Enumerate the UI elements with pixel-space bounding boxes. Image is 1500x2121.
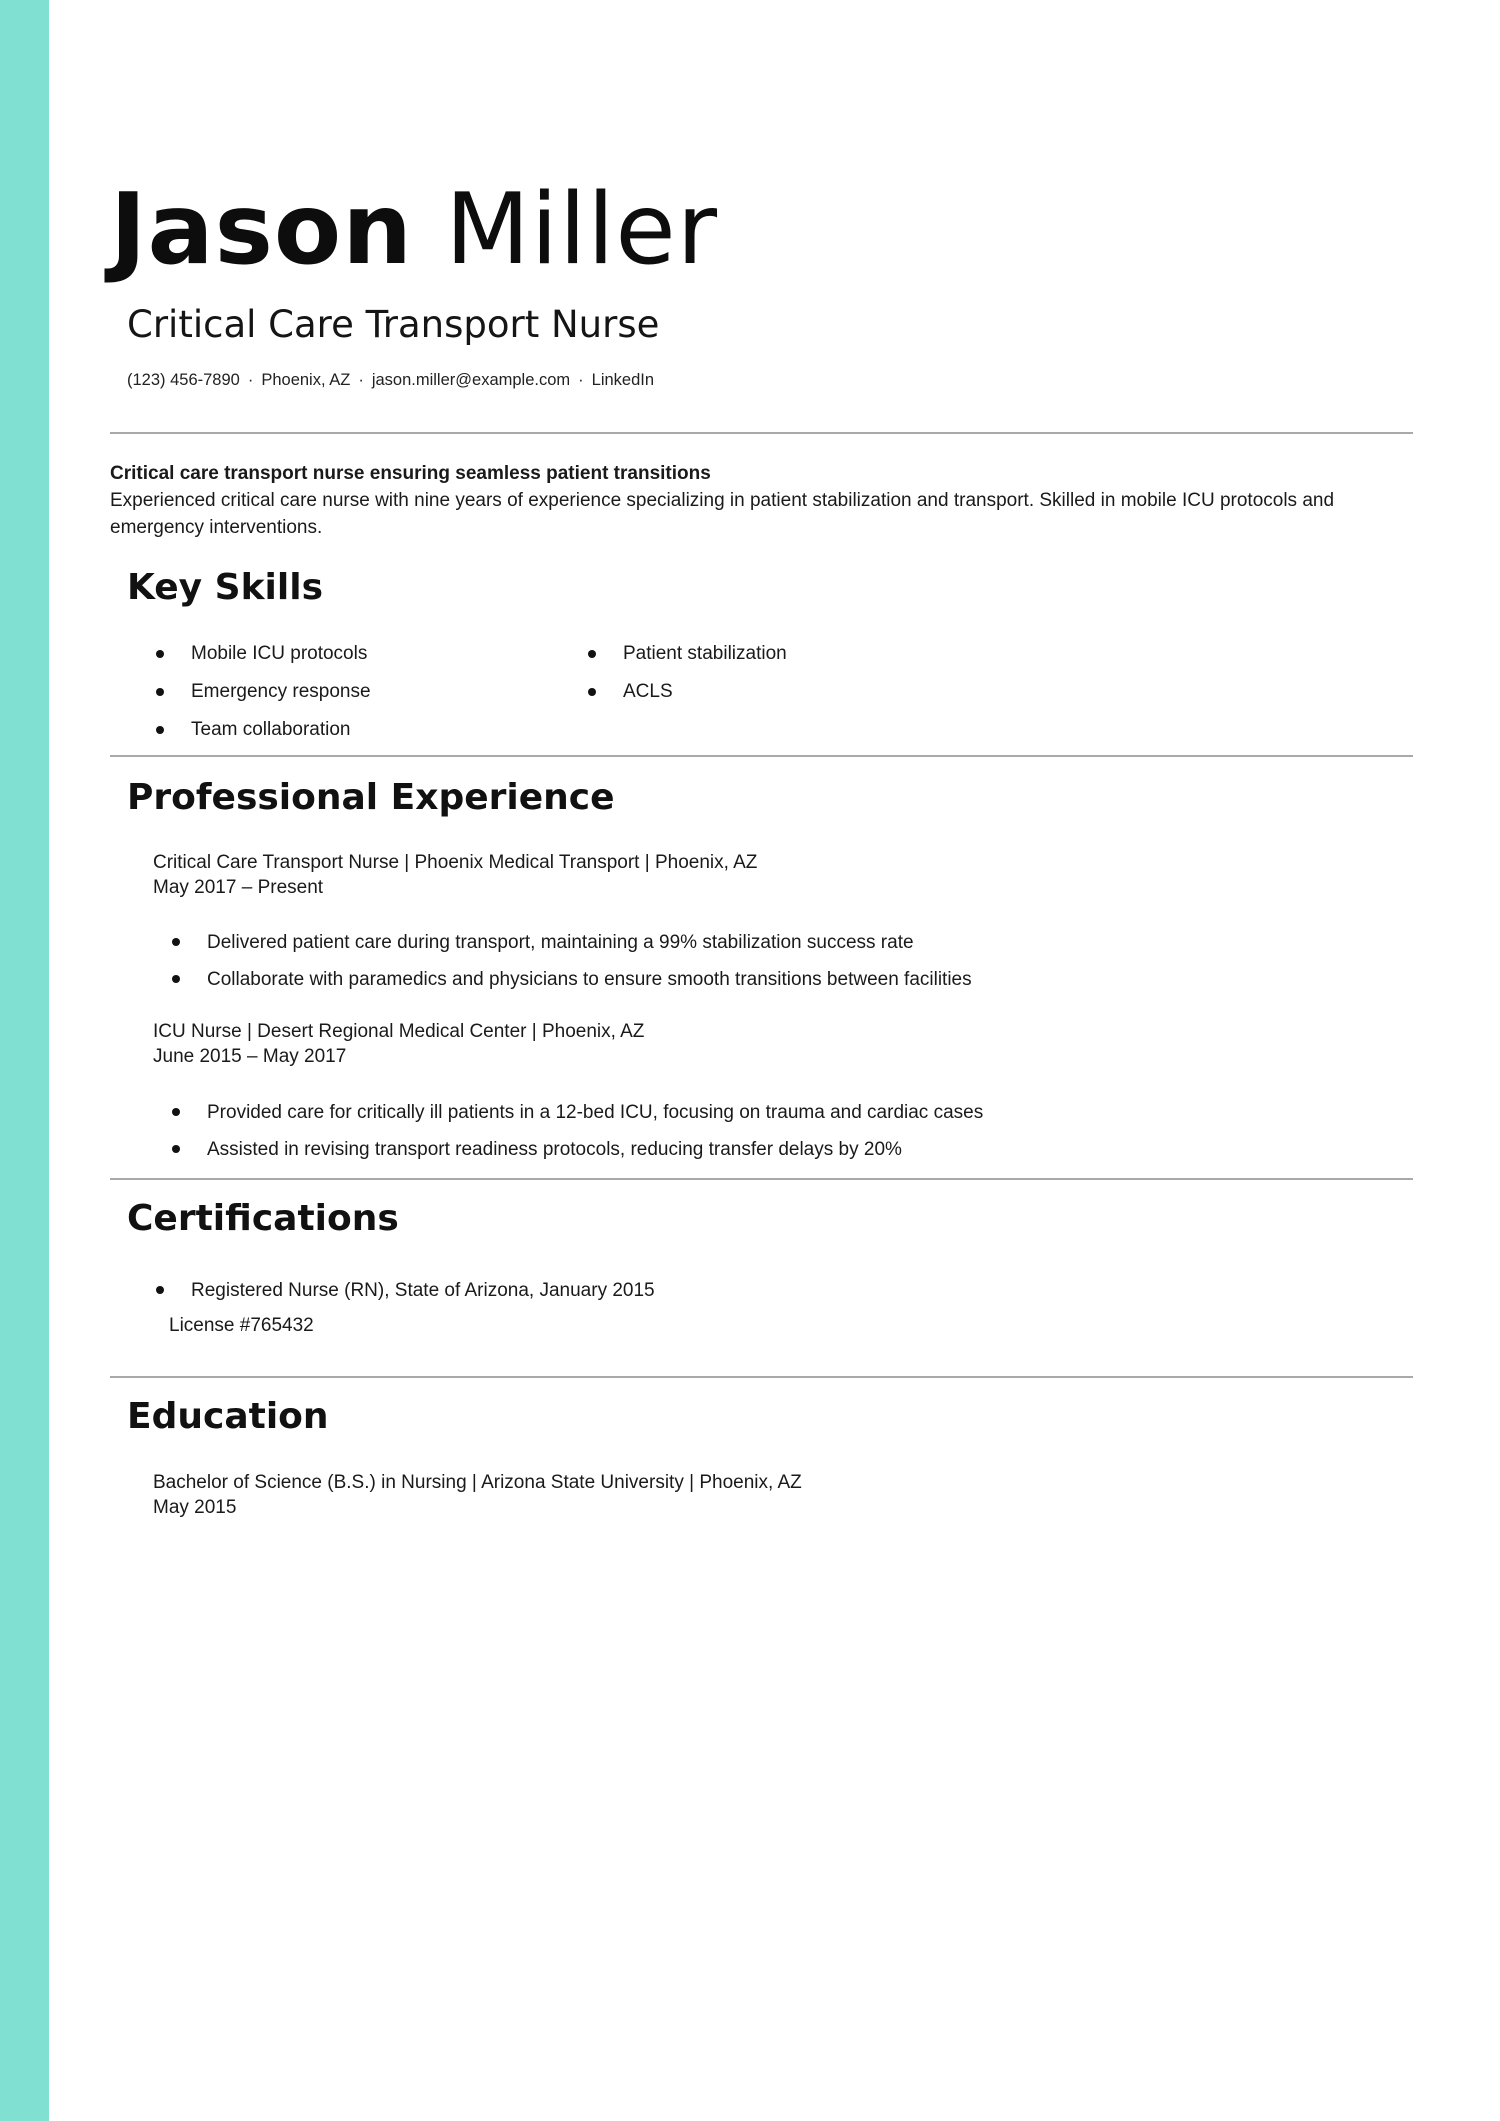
job-bullet: Collaborate with paramedics and physicians to ensure smooth transitions between facilities [110,966,972,993]
skills-list [110,640,1010,744]
job-bullet: Assisted in revising transport readiness protocols, reducing transfer delays by 20% [110,1136,983,1163]
job-bullet: Provided care for critically ill patients in a 12-bed ICU, focusing on trauma and cardiac cases [110,1099,983,1126]
license-number: License #765432 [169,1315,314,1336]
first-name: Jason [110,173,414,287]
location: Phoenix, AZ [261,371,351,389]
job-title-company: Critical Care Transport Nurse | Phoenix Medical Transport | Phoenix, AZ [153,852,758,873]
divider [110,755,1413,757]
divider [110,1178,1413,1180]
accent-sidebar-bar [0,0,49,2121]
job-heading [153,850,757,900]
certification-item [110,1277,655,1339]
degree-school: Bachelor of Science (B.S.) in Nursing | Arizona State University | Phoenix, AZ [153,1472,802,1493]
section-title-key-skills: Key Skills [127,567,323,608]
skill-item: Emergency response [110,678,542,706]
summary-body: Experienced critical care nurse with nine years of experience specializing in patient stabilization and transport. Skilled in mobile ICU protocols and emergency interventions. [110,490,1335,538]
job-dates: June 2015 – May 2017 [153,1046,347,1067]
job-heading [153,1019,644,1069]
graduation-date: May 2015 [153,1497,237,1518]
last-name: Miller [445,173,719,287]
summary [110,460,1413,541]
contact-separator: · [247,371,254,389]
job-bullets [110,929,972,1003]
divider [110,432,1413,434]
skill-item: Patient stabilization [542,640,974,668]
section-title-education: Education [127,1396,329,1437]
job-dates: May 2017 – Present [153,877,324,898]
contact-line [127,368,654,392]
skill-item: ACLS [542,678,974,706]
skill-item: Mobile ICU protocols [110,640,542,668]
section-title-certifications: Certifications [127,1198,399,1239]
education-item [153,1470,802,1520]
job-title-company: ICU Nurse | Desert Regional Medical Center | Phoenix, AZ [153,1021,645,1042]
email-link[interactable]: jason.miller@example.com [371,371,571,389]
phone: (123) 456-7890 [127,371,240,389]
candidate-name [110,170,718,290]
divider [110,1376,1413,1378]
skill-item: Team collaboration [110,716,542,744]
certification-name: Registered Nurse (RN), State of Arizona, January 2015 [110,1277,655,1304]
summary-headline: Critical care transport nurse ensuring seamless patient transitions [110,463,711,484]
contact-separator: · [358,371,364,389]
job-bullets [110,1099,983,1173]
job-title: Critical Care Transport Nurse [127,303,660,346]
section-title-experience: Professional Experience [127,777,615,818]
job-bullet: Delivered patient care during transport, maintaining a 99% stabilization success rate [110,929,972,956]
linkedin-link[interactable]: LinkedIn [591,371,655,389]
contact-separator: · [578,371,584,389]
